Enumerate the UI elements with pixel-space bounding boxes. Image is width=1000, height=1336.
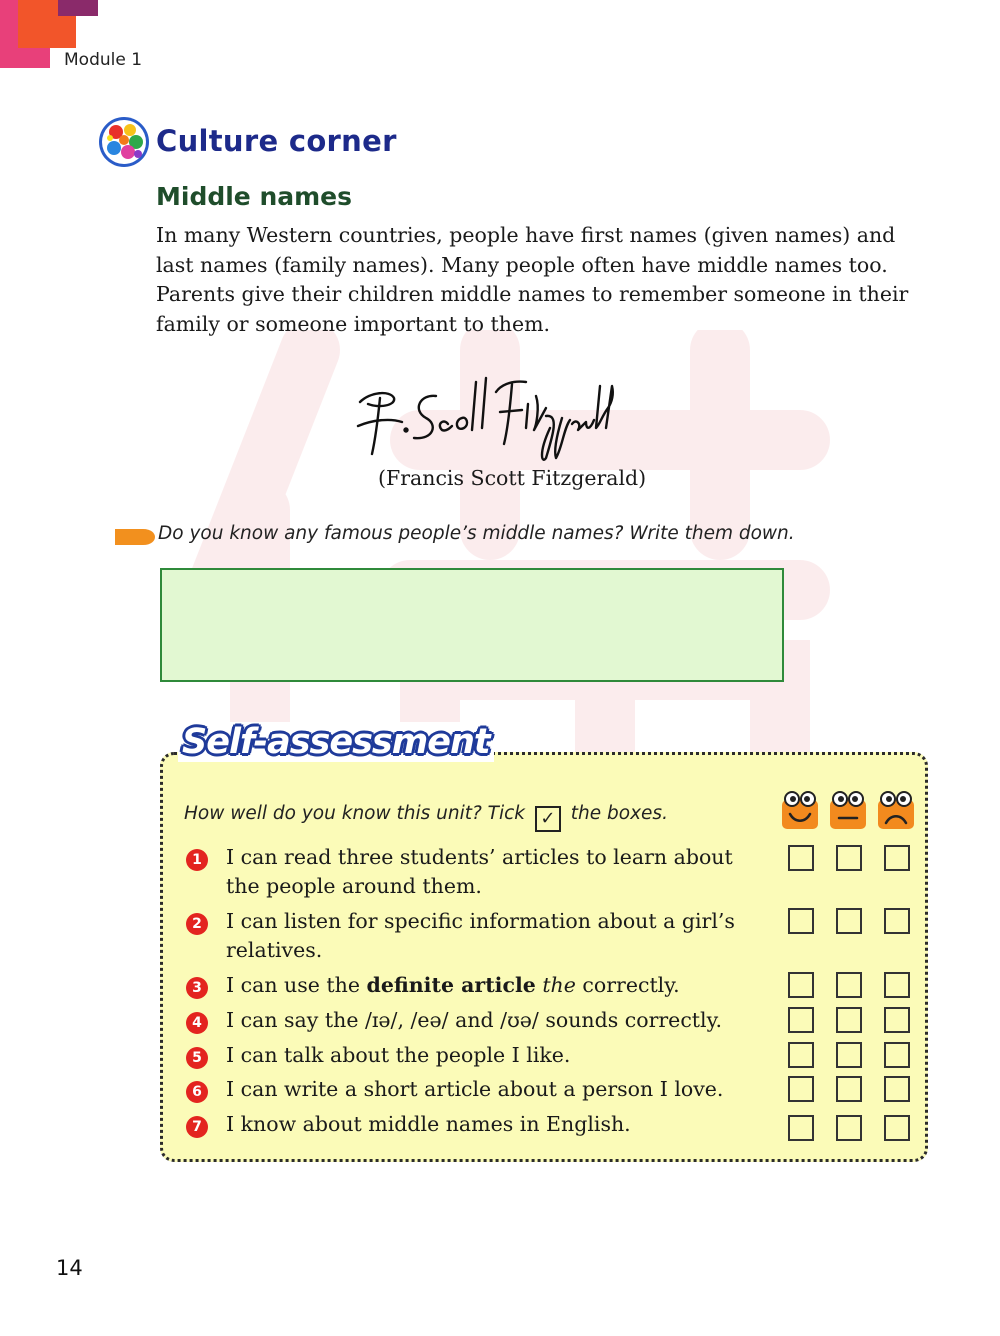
checkbox-sad[interactable] xyxy=(884,972,910,998)
subsection-title: Middle names xyxy=(156,182,353,211)
checkbox-happy[interactable] xyxy=(788,1076,814,1102)
checkbox-happy[interactable] xyxy=(788,908,814,934)
culture-globe-icon xyxy=(98,116,150,168)
item-line: the people around them. xyxy=(226,874,482,898)
item-text-part: correctly. xyxy=(575,973,680,997)
checkbox-neutral[interactable] xyxy=(836,1076,862,1102)
checkbox-sad[interactable] xyxy=(884,1115,910,1141)
checkbox-sad[interactable] xyxy=(884,1007,910,1033)
body-paragraph xyxy=(156,221,926,339)
checkbox-happy[interactable] xyxy=(788,1007,814,1033)
signature-image xyxy=(350,368,620,464)
checkbox-neutral[interactable] xyxy=(836,845,862,871)
item-number-badge: 7 xyxy=(186,1116,208,1138)
neutral-face-icon xyxy=(829,790,867,830)
checkbox-neutral[interactable] xyxy=(836,972,862,998)
checkbox-sad[interactable] xyxy=(884,908,910,934)
item-number-badge: 1 xyxy=(186,849,208,871)
checkbox-neutral[interactable] xyxy=(836,1007,862,1033)
sad-face-icon xyxy=(877,790,915,830)
self-assessment-instructions xyxy=(184,803,668,832)
checkbox-neutral[interactable] xyxy=(836,1115,862,1141)
signature-caption: (Francis Scott Fitzgerald) xyxy=(378,466,647,490)
answer-input-box[interactable] xyxy=(160,568,784,682)
paragraph-line: family or someone important to them. xyxy=(156,311,551,336)
checkbox-neutral[interactable] xyxy=(836,908,862,934)
checkbox-sad[interactable] xyxy=(884,1076,910,1102)
item-text-bold: definite article xyxy=(366,973,536,997)
section-title: Culture corner xyxy=(156,124,397,158)
paragraph-line: last names (family names). Many people often have middle names too. xyxy=(156,252,888,277)
tick-example-icon: ✓ xyxy=(535,806,561,832)
question-prompt: Do you know any famous people’s middle names? Write them down. xyxy=(158,523,795,544)
paragraph-line: Parents give their children middle names to remember someone in their xyxy=(156,282,909,306)
page-number: 14 xyxy=(56,1256,83,1280)
item-number-badge: 3 xyxy=(186,977,208,999)
checkbox-happy[interactable] xyxy=(788,1115,814,1141)
item-text-part: I can use the xyxy=(226,973,367,997)
item-line: relatives. xyxy=(226,938,323,962)
checkbox-sad[interactable] xyxy=(884,1042,910,1068)
checkbox-happy[interactable] xyxy=(788,845,814,871)
assessment-item-text: I know about middle names in English. xyxy=(226,1112,631,1136)
assessment-item-text xyxy=(226,971,756,1000)
item-number-badge: 6 xyxy=(186,1081,208,1103)
corner-decoration xyxy=(58,0,98,16)
item-line: I can read three students’ articles to learn about xyxy=(226,845,733,869)
item-number-badge: 4 xyxy=(186,1012,208,1034)
item-number-badge: 2 xyxy=(186,913,208,935)
assessment-item-text: I can talk about the people I like. xyxy=(226,1043,571,1067)
checkbox-neutral[interactable] xyxy=(836,1042,862,1068)
happy-face-icon xyxy=(781,790,819,830)
assessment-item-text: I can write a short article about a person I love. xyxy=(226,1077,724,1101)
assessment-item-text xyxy=(226,907,756,965)
item-text-italic: the xyxy=(542,973,576,997)
module-label: Module 1 xyxy=(64,50,143,70)
checkbox-happy[interactable] xyxy=(788,972,814,998)
assessment-item-text xyxy=(226,843,756,901)
question-marker-icon xyxy=(115,527,155,547)
assessment-item-text: I can say the /ɪə/, /eə/ and /ʊə/ sounds correctly. xyxy=(226,1008,722,1032)
item-line: I can listen for specific information about a girl’s xyxy=(226,909,735,933)
checkbox-sad[interactable] xyxy=(884,845,910,871)
instructions-text: How well do you know this unit? Tick xyxy=(184,803,526,824)
item-number-badge: 5 xyxy=(186,1047,208,1069)
self-assessment-title: Self-assessment xyxy=(178,722,494,762)
checkbox-happy[interactable] xyxy=(788,1042,814,1068)
instructions-text: the boxes. xyxy=(570,803,668,824)
paragraph-line: In many Western countries, people have first names (given names) and xyxy=(156,223,896,247)
